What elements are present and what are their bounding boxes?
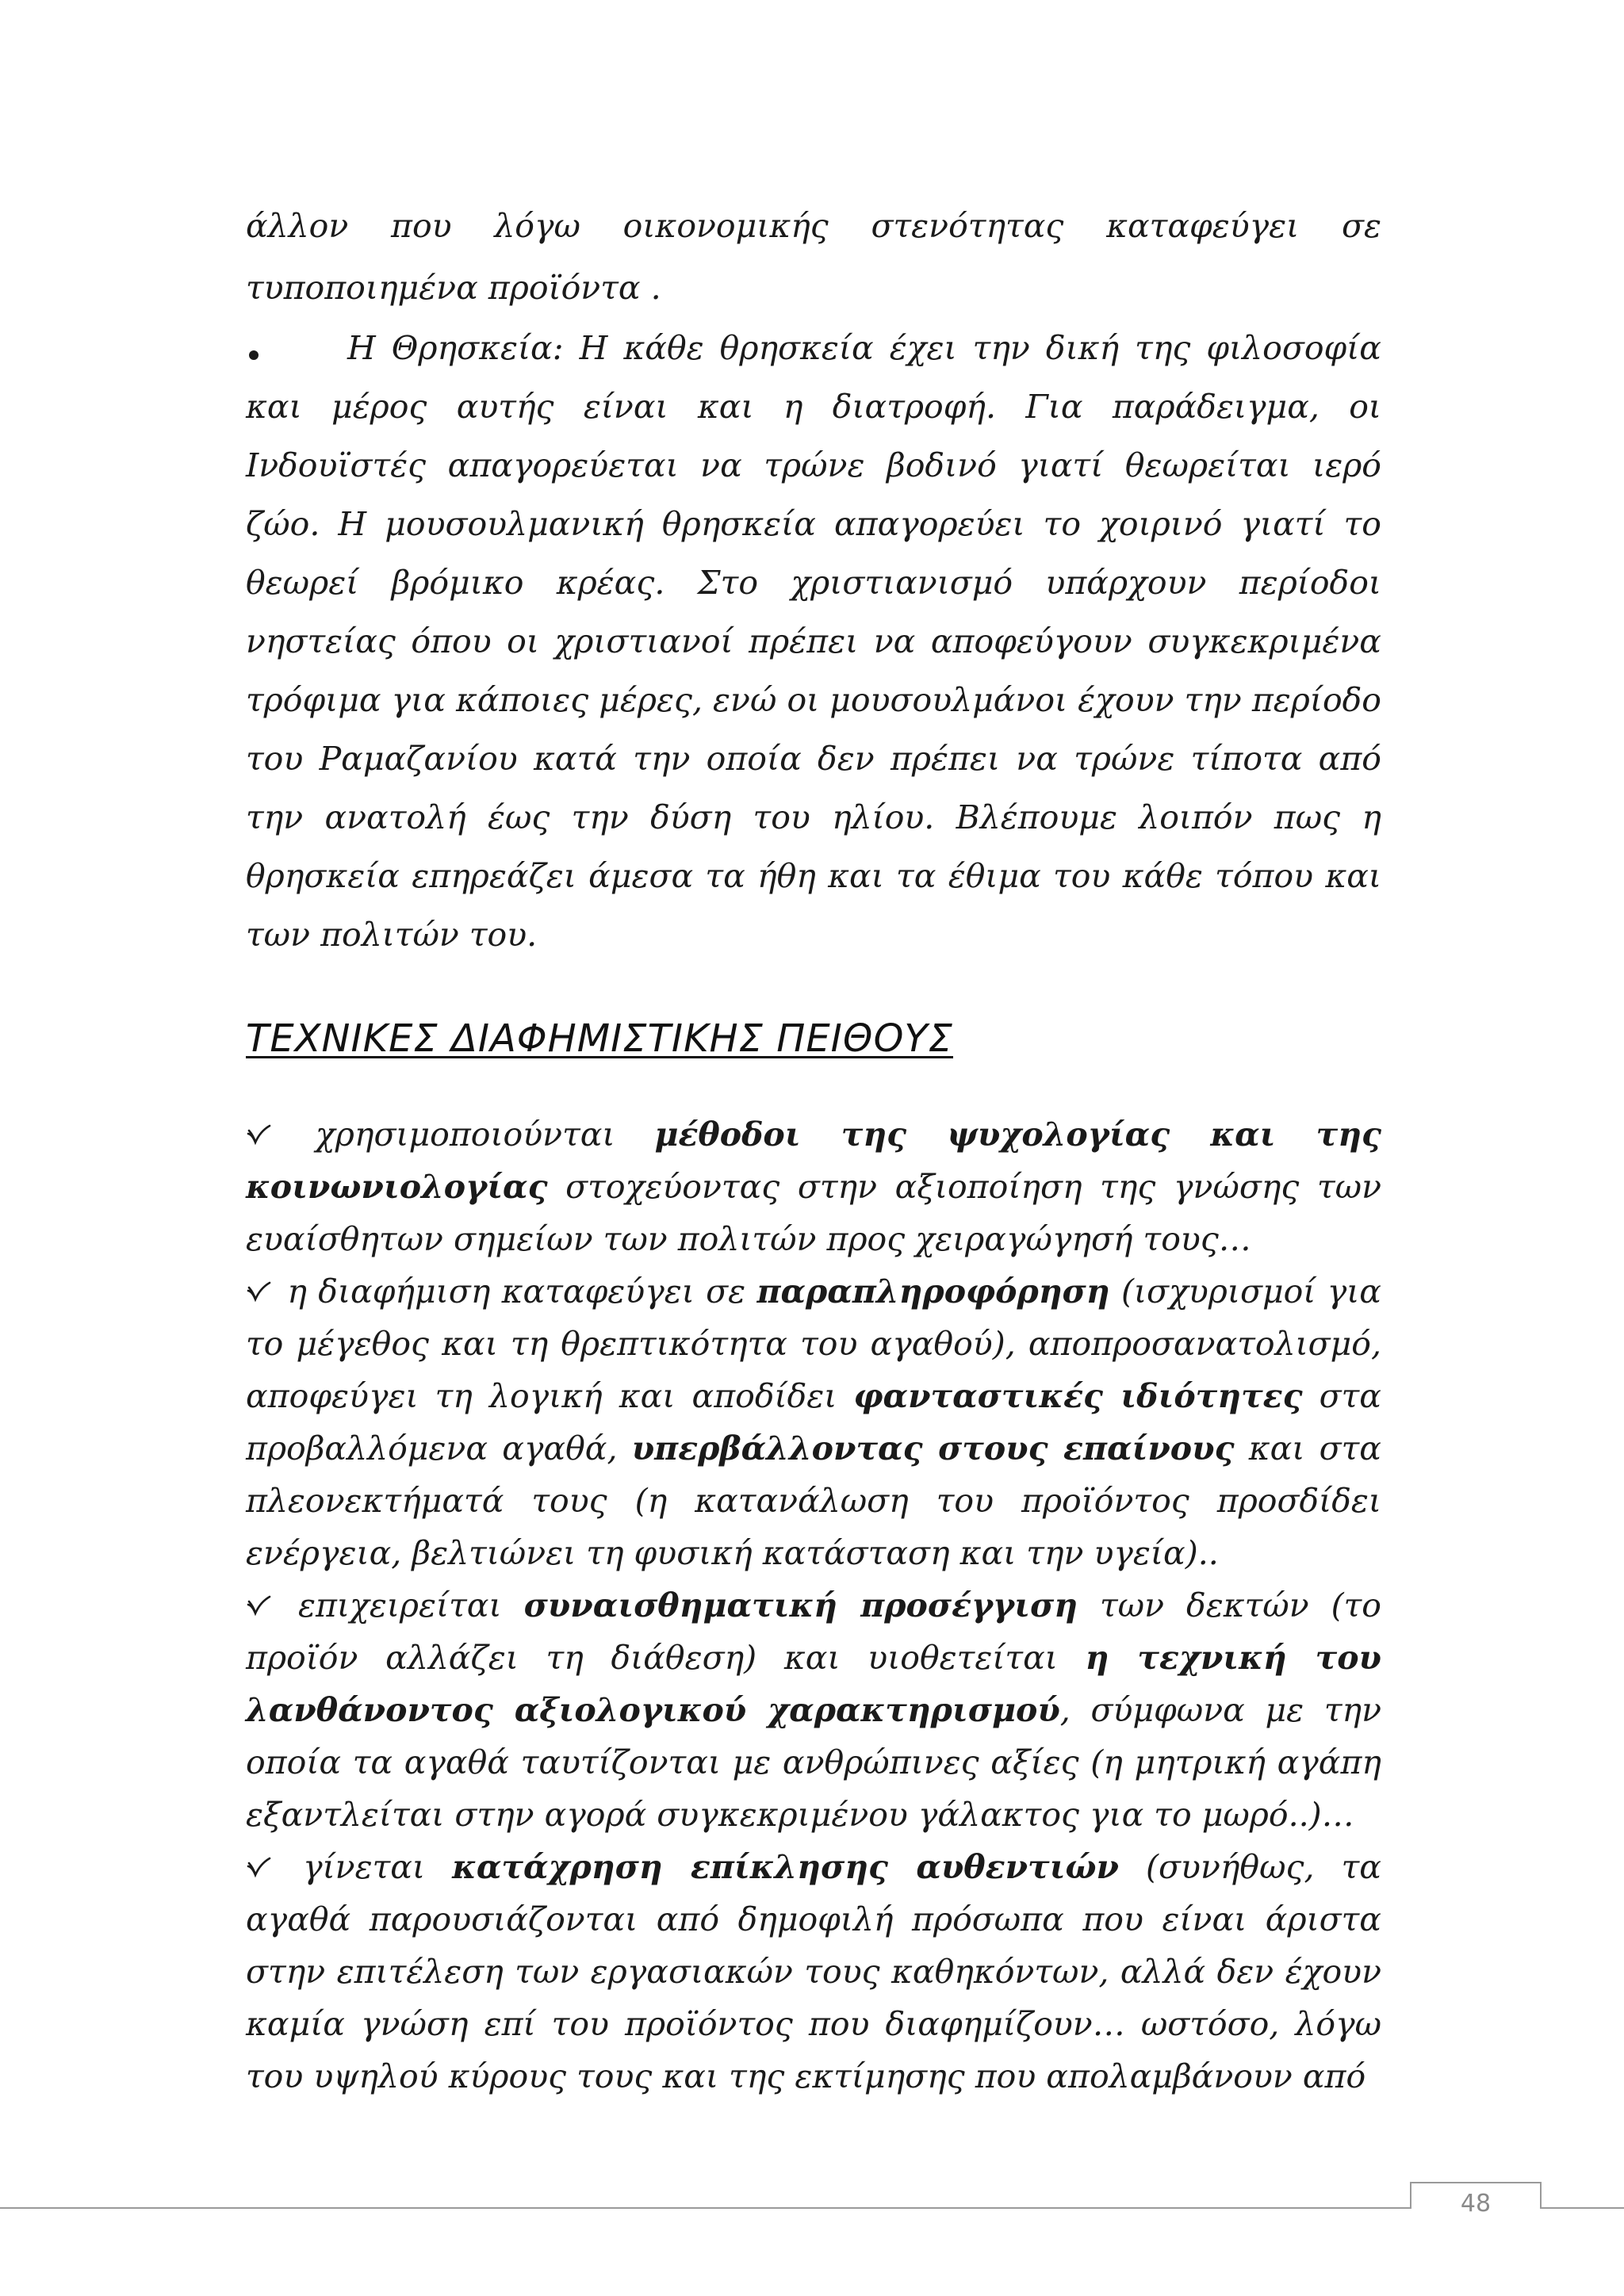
page-content bbox=[246, 195, 1381, 2103]
list-item: χρησιμοποιούνται μέθοδοι της ψυχολογίας και της κοινωνιολογίας στοχεύοντας στην αξιοποίηση της γνώσης των ευαίσθητων σημείων των πολιτών προς χειραγώγησή τους… bbox=[246, 1115, 1381, 1258]
continuation-paragraph: άλλον που λόγω οικονομικής στενότητας καταφεύγει σε τυποποιημένα προϊόντα . bbox=[246, 207, 1381, 307]
bullet-icon bbox=[249, 350, 259, 360]
section-heading: ΤΕΧΝΙΚΕΣ ΔΙΑΦΗΜΙΣΤΙΚΗΣ ΠΕΙΘΟΥΣ bbox=[246, 1016, 954, 1061]
checkmark-icon bbox=[246, 1280, 271, 1304]
footer-rule bbox=[0, 2207, 1624, 2209]
religion-text: Η κάθε θρησκεία έχει την δική της φιλοσοφία και μέρος αυτής είναι και η διατροφή. Για παράδειγμα, οι Ινδουϊστές απαγορεύεται να τρώνε βοδινό γιατί θεωρείται ιερό ζώο. Η μουσουλμανική θρησκεία απαγορεύει το χοιρινό γιατί το θεωρεί βρόμικο κρέας. Στο χριστιανισμό υπάρχουν περίοδοι νηστείας όπου οι χριστιανοί πρέπει να αποφεύγουν συγκεκριμένα τρόφιμα για κάποιες μέρες, ενώ οι μουσουλμάνοι έχουν την περίοδο του Ραμαζανίου κατά την οποία δεν πρέπει να τρώνε τίποτα από την ανατολή έως την δύση του ηλίου. Βλέπουμε λοιπόν πως η θρησκεία επηρεάζει άμεσα τα ήθη και τα έθιμα του κάθε τόπου και των πολιτών του. bbox=[246, 329, 1381, 954]
checkmark-icon bbox=[246, 1594, 271, 1618]
list-item: η διαφήμιση καταφεύγει σε παραπληροφόρηση (ισχυρισμοί για το μέγεθος και τη θρεπτικότητα του αγαθού), αποπροσανατολισμό, αποφεύγει τη λογική και αποδίδει φανταστικές ιδιότητες στα προβαλλόμενα αγαθά, υπερβάλλοντας στους επαίνους και στα πλεονεκτήματά τους (η κατανάλωση του προϊόντος προσδίδει ενέργεια, βελτιώνει τη φυσική κατάσταση και την υγεία).. bbox=[246, 1272, 1381, 1572]
page-number: 48 bbox=[1460, 2190, 1492, 2218]
list-item: γίνεται κατάχρηση επίκλησης αυθεντιών (συνήθως, τα αγαθά παρουσιάζονται από δημοφιλή πρόσωπα που είναι άριστα στην επιτέλεση των εργασιακών τους καθηκόντων, αλλά δεν έχουν καμία γνώση επί του προϊόντος που διαφημίζουν… ωστόσο, λόγω του υψηλού κύρους τους και της εκτίμησης που απολαμβάνουν από bbox=[246, 1848, 1381, 2095]
checkmark-icon bbox=[246, 1856, 271, 1880]
religion-paragraph bbox=[246, 319, 1381, 964]
checkmark-icon bbox=[246, 1123, 271, 1147]
list-item: επιχειρείται συναισθηματική προσέγγιση των δεκτών (το προϊόν αλλάζει τη διάθεση) και υιοθετείται η τεχνική του λανθάνοντος αξιολογικού χαρακτηρισμού, σύμφωνα με την οποία τα αγαθά ταυτίζονται με ανθρώπινες αξίες (η μητρική αγάπη εξαντλείται στην αγορά συγκεκριμένου γάλακτος για το μωρό..)… bbox=[246, 1586, 1382, 1834]
religion-label: Η Θρησκεία: bbox=[347, 329, 564, 367]
